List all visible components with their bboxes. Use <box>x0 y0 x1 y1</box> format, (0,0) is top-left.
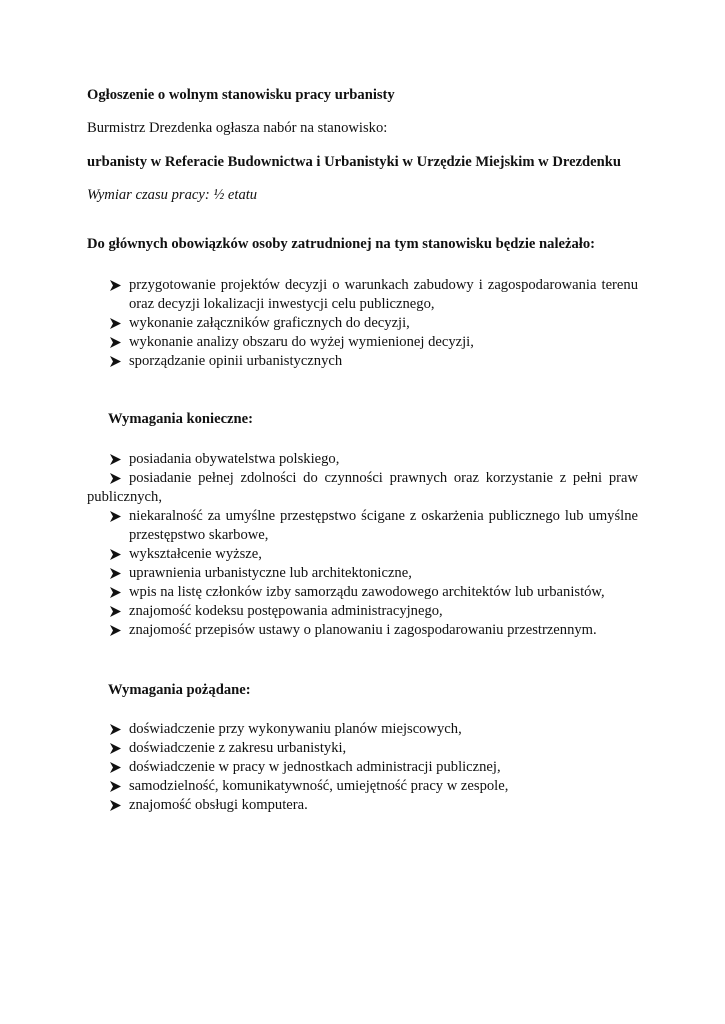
position-title: urbanisty w Referacie Budownictwa i Urbanistyki w Urzędzie Miejskim w Drezdenku <box>87 154 621 170</box>
list-item: niekaralność za umyślne przestępstwo ścigane z oskarżenia publicznego lub umyślne przestępstwo skarbowe, <box>87 507 638 545</box>
duties-list <box>87 276 638 371</box>
arrow-bullet-icon <box>109 453 122 466</box>
arrow-bullet-icon <box>109 723 122 736</box>
arrow-bullet-icon <box>109 624 122 637</box>
arrow-bullet-icon <box>109 742 122 755</box>
required-list <box>87 450 638 640</box>
arrow-bullet-icon <box>109 567 122 580</box>
arrow-bullet-icon <box>109 780 122 793</box>
duties-heading: Do głównych obowiązków osoby zatrudnionej na tym stanowisku będzie należało: <box>87 236 595 252</box>
list-item: wykonanie załączników graficznych do decyzji, <box>87 314 638 333</box>
document-title: Ogłoszenie o wolnym stanowisku pracy urbanisty <box>87 87 395 103</box>
arrow-bullet-icon <box>109 317 122 330</box>
arrow-bullet-icon <box>109 355 122 368</box>
list-item: posiadania obywatelstwa polskiego, <box>87 450 638 469</box>
arrow-bullet-icon <box>109 279 122 292</box>
desired-heading: Wymagania pożądane: <box>108 682 251 698</box>
list-item: wpis na listę członków izby samorządu zawodowego architektów lub urbanistów, <box>87 583 638 602</box>
list-item: doświadczenie z zakresu urbanistyki, <box>87 739 638 758</box>
arrow-bullet-icon <box>109 586 122 599</box>
list-item: znajomość obsługi komputera. <box>87 796 638 815</box>
arrow-bullet-icon <box>109 510 122 523</box>
list-item: uprawnienia urbanistyczne lub architektoniczne, <box>87 564 638 583</box>
list-item: doświadczenie w pracy w jednostkach administracji publicznej, <box>87 758 638 777</box>
arrow-bullet-icon <box>109 605 122 618</box>
intro-text: Burmistrz Drezdenka ogłasza nabór na stanowisko: <box>87 120 388 136</box>
desired-list <box>87 720 638 815</box>
list-item: znajomość przepisów ustawy o planowaniu i zagospodarowaniu przestrzennym. <box>87 621 638 640</box>
arrow-bullet-icon <box>109 799 122 812</box>
list-item: posiadanie pełnej zdolności do czynności prawnych oraz korzystanie z pełni praw publicznych, <box>87 470 638 505</box>
list-item: sporządzanie opinii urbanistycznych <box>87 352 638 371</box>
list-item: przygotowanie projektów decyzji o warunkach zabudowy i zagospodarowania terenu oraz decyzji lokalizacji inwestycji celu publicznego, <box>87 276 638 314</box>
list-item: doświadczenie przy wykonywaniu planów miejscowych, <box>87 720 638 739</box>
required-heading: Wymagania konieczne: <box>108 411 253 427</box>
arrow-bullet-icon <box>109 472 122 485</box>
list-item: samodzielność, komunikatywność, umiejętność pracy w zespole, <box>87 777 638 796</box>
arrow-bullet-icon <box>109 548 122 561</box>
list-item: wykonanie analizy obszaru do wyżej wymienionej decyzji, <box>87 333 638 352</box>
list-item: wykształcenie wyższe, <box>87 545 638 564</box>
list-item: znajomość kodeksu postępowania administracyjnego, <box>87 602 638 621</box>
arrow-bullet-icon <box>109 336 122 349</box>
workload-text: Wymiar czasu pracy: ½ etatu <box>87 187 258 203</box>
arrow-bullet-icon <box>109 761 122 774</box>
